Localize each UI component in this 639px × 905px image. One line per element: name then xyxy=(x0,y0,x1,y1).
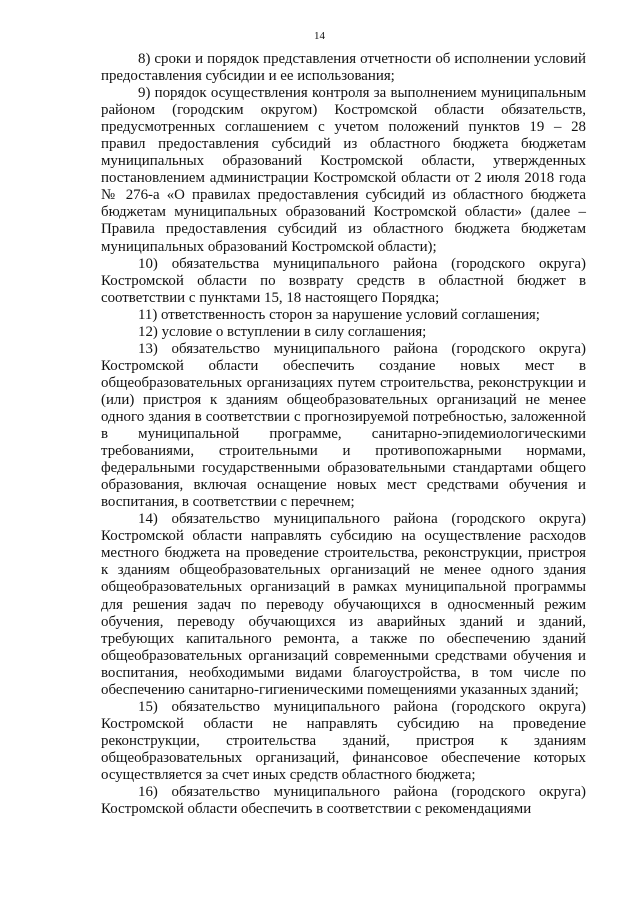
list-item-11: 11) ответственность сторон за нарушение условий соглашения; xyxy=(138,306,540,323)
list-item-8: 8) сроки и порядок представления отчетности об исполнении условий предоставления субсидии и ее использования; xyxy=(101,51,586,85)
list-item-12: 12) условие о вступлении в силу соглашения; xyxy=(138,323,427,340)
list-item-9: 9) порядок осуществления контроля за выполнением муниципальным районом (городским округом) Костромской области обязательств, предусмотренных соглашением с учетом положений пунктов 19 – 28 правил предоставления субсидий из областного бюджета бюджетам муниципальных образований Костромской области, утвержденных постановлением администрации Костромской области от 2 июля 2018 года № 276-а «О правилах предоставления субсидий из областного бюджета бюджетам муниципальных образований Костромской области» (далее – Правила предоставления субсидий из областного бюджета бюджетам муниципальных образований Костромской области); xyxy=(101,85,586,255)
list-item-13: 13) обязательство муниципального района (городского округа) Костромской области обеспечить создание новых мест в общеобразовательных организациях путем строительства, реконструкции и (или) пристроя к зданиям общеобразовательных организаций не менее одного здания в соответствии с прогнозируемой потребностью, заложенной в муниципальной программе, санитарно-эпидемиологическими требованиями, строительными и противопожарными нормами, федеральными государственными образовательными стандартами общего образования, включая оснащение новых мест средствами обучения и воспитания, в соответствии с перечнем; xyxy=(101,340,586,511)
list-item-10: 10) обязательства муниципального района (городского округа) Костромской области по возврату средств в областной бюджет в соответствии с пунктами 15, 18 настоящего Порядка; xyxy=(101,255,586,306)
page-number: 14 xyxy=(314,30,325,42)
list-item-16: 16) обязательство муниципального района (городского округа) Костромской области обеспечить в соответствии с рекомендациями xyxy=(101,784,586,818)
list-item-14: 14) обязательство муниципального района (городского округа) Костромской области направлять субсидию на осуществление расходов местного бюджета на проведение строительства, реконструкции, пристроя к зданиям общеобразовательных организаций не менее одного здания общеобразовательных организаций в рамках муниципальной программы для решения задач по переводу обучающихся в односменный режим обучения, переводу обучающихся из аварийных зданий и зданий, требующих капитального ремонта, а также по обеспечению зданий общеобразовательных организаций современными средствами обучения и воспитания, необходимыми видами благоустройства, в том числе по обеспечению санитарно-гигиеническими помещениями указанных зданий; xyxy=(101,511,586,698)
document-body xyxy=(101,51,586,818)
list-item-15: 15) обязательство муниципального района (городского округа) Костромской области не направлять субсидию на проведение реконструкции, строительства зданий, пристроя к зданиям общеобразовательных организаций, финансовое обеспечение которых осуществляется за счет иных средств областного бюджета; xyxy=(101,698,586,783)
